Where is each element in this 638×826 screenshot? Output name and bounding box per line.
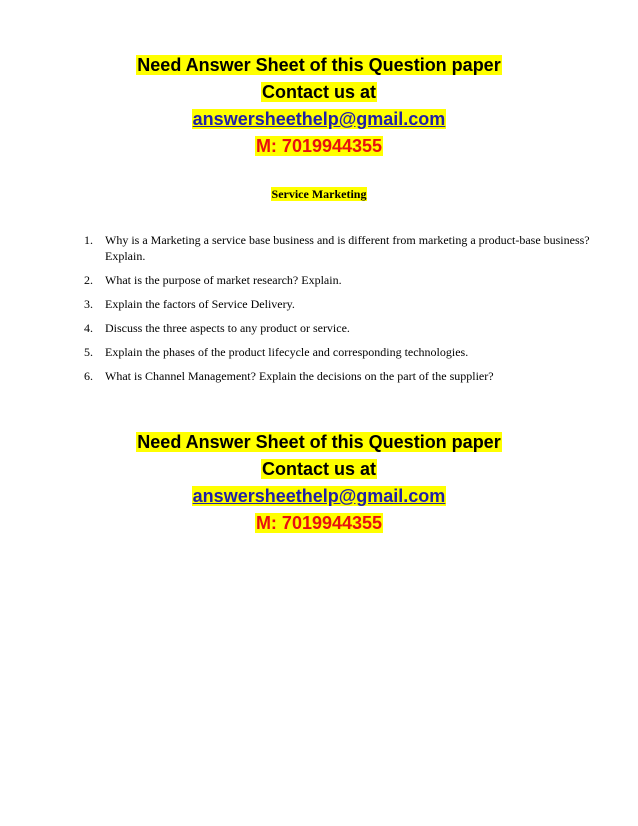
question-text: Why is a Marketing a service base business and is different from marketing a product-base business? Explain. [105,233,590,263]
list-item [84,272,604,288]
question-number: 4. [84,321,93,335]
list-item [84,344,604,360]
question-number: 1. [84,233,93,247]
email-link[interactable]: answersheethelp@gmail.com [192,486,446,506]
question-number: 5. [84,345,93,359]
banner-contact-label: Contact us at [261,82,376,102]
mobile-number: M: 7019944355 [255,513,383,533]
question-text: Explain the phases of the product lifecycle and corresponding technologies. [105,345,469,359]
list-item [84,368,604,384]
list-item [84,232,604,264]
email-link[interactable]: answersheethelp@gmail.com [192,109,446,129]
question-list [84,232,604,392]
question-text: Explain the factors of Service Delivery. [105,297,295,311]
question-number: 3. [84,297,93,311]
question-text: Discuss the three aspects to any product or service. [105,321,350,335]
banner-contact-label: Contact us at [261,459,376,479]
banner-heading: Need Answer Sheet of this Question paper [137,55,501,75]
question-text: What is the purpose of market research? Explain. [105,273,342,287]
banner-heading: Need Answer Sheet of this Question paper [137,432,501,452]
contact-banner-top [0,52,638,160]
list-item [84,320,604,336]
question-text: What is Channel Management? Explain the decisions on the part of the supplier? [105,369,494,383]
contact-banner-bottom [0,429,638,537]
document-title-text: Service Marketing [271,187,367,201]
mobile-number: M: 7019944355 [255,136,383,156]
list-item [84,296,604,312]
document-title [0,185,638,203]
question-number: 6. [84,369,93,383]
question-number: 2. [84,273,93,287]
